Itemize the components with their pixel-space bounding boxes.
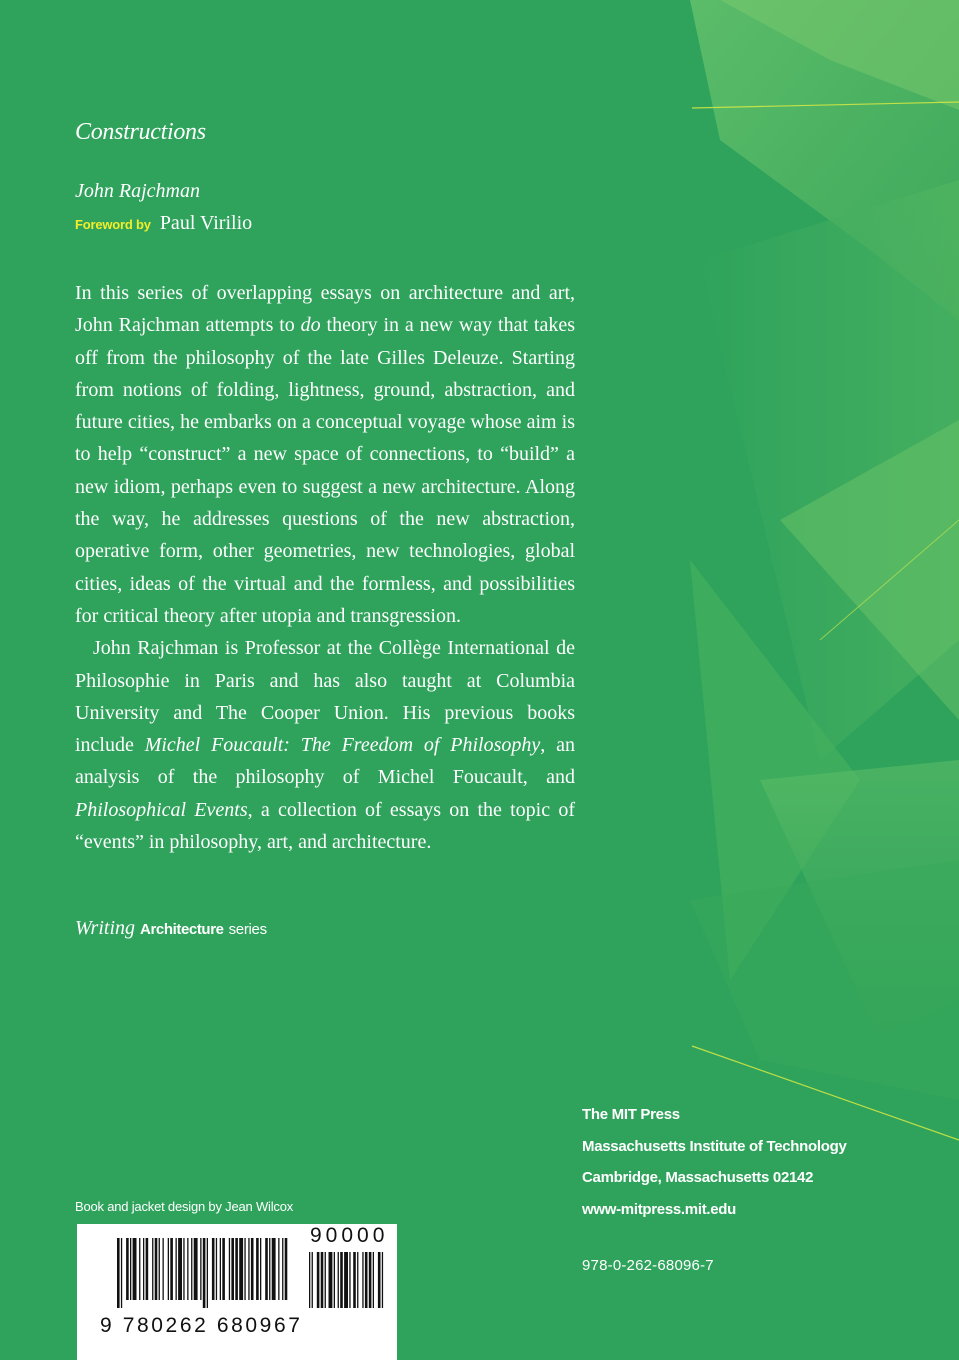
barcode-addon-bar: [365, 1252, 368, 1308]
publisher-name: The MIT Press: [582, 1106, 680, 1123]
isbn: 978-0-262-68096-7: [582, 1257, 714, 1274]
barcode-digits: 9 780262 680967: [100, 1314, 303, 1337]
barcode-bar: [176, 1238, 177, 1300]
barcode-bar: [231, 1238, 234, 1300]
barcode-bar: [269, 1238, 270, 1300]
barcode-bar: [282, 1238, 283, 1300]
series-line: [75, 917, 267, 940]
barcode-addon-bar: [369, 1252, 372, 1308]
barcode-addon-bar: [353, 1252, 356, 1308]
barcode-addon-bar: [334, 1252, 335, 1308]
book-title: Constructions: [75, 119, 206, 145]
barcode-bar: [244, 1238, 245, 1300]
barcode-bar: [117, 1238, 120, 1308]
barcode-addon-bar: [321, 1252, 324, 1308]
publisher-city: Cambridge, Massachusetts 02142: [582, 1169, 814, 1186]
barcode-bar: [139, 1238, 140, 1300]
series-architecture: Architecture: [140, 921, 224, 938]
barcode-bar: [239, 1238, 243, 1300]
barcode-bar: [133, 1238, 137, 1300]
description-paragraph-2: John Rajchman is Professor at the Collège International de Philosophie in Paris and has also taught at Columbia University and The Cooper Union. His previous books include Michel Foucault: The Freedom of Philosophy, an analysis of the philosophy of Michel Foucault, and Philosophical Events, a collection of essays on the topic of “events” in philosophy, art, and architecture.: [75, 637, 575, 854]
barcode-bar: [159, 1238, 160, 1300]
book-author: John Rajchman: [75, 180, 200, 202]
barcode-bar: [207, 1238, 208, 1308]
barcode-bar: [194, 1238, 198, 1300]
foreword-author: Paul Virilio: [159, 212, 253, 234]
foreword-line: [75, 212, 252, 235]
barcode-bar: [126, 1238, 129, 1300]
barcode-addon-bar: [362, 1252, 363, 1308]
barcode-bar: [183, 1238, 184, 1300]
barcode-bar: [248, 1238, 249, 1300]
barcode-bar: [256, 1238, 259, 1300]
barcode-bar: [272, 1238, 276, 1300]
barcode-bar: [178, 1238, 182, 1300]
barcode-addon-bar: [378, 1252, 381, 1308]
barcode-bar: [278, 1238, 279, 1300]
barcode-bar: [222, 1238, 225, 1300]
barcode-addon-bar: [349, 1252, 350, 1308]
barcode-addon-bar: [357, 1252, 358, 1308]
barcode-addon-bar: [373, 1252, 374, 1308]
barcode-bar: [216, 1238, 217, 1300]
barcode-addon-bar: [325, 1252, 326, 1308]
barcode-bar: [155, 1238, 158, 1300]
barcode-bar: [146, 1238, 149, 1300]
barcode-addon-bar: [312, 1252, 313, 1308]
barcode-bar: [203, 1238, 206, 1308]
barcode-bar: [229, 1238, 230, 1300]
publisher-website: www-mitpress.mit.edu: [582, 1200, 737, 1218]
barcode-addon-bar: [382, 1252, 383, 1308]
barcode-bar: [200, 1238, 201, 1300]
barcode-bar: [191, 1238, 192, 1300]
barcode-addon-bar: [340, 1252, 343, 1308]
barcode-addon-bar: [317, 1252, 320, 1308]
barcode-bar: [251, 1238, 254, 1300]
barcode-addon: 90000: [310, 1224, 389, 1247]
barcode-bar: [152, 1238, 153, 1300]
description: [75, 277, 575, 858]
barcode-bar: [212, 1238, 215, 1300]
publisher-institute: Massachusetts Institute of Technology: [582, 1137, 847, 1155]
barcode-bar: [265, 1238, 268, 1300]
series-word: series: [228, 921, 267, 938]
barcode-addon-bar: [329, 1252, 333, 1308]
barcode-bar: [168, 1238, 169, 1300]
barcode-bar: [121, 1238, 122, 1308]
barcode: [77, 1224, 397, 1360]
series-writing: Writing: [75, 917, 136, 939]
foreword-label: Foreword by: [75, 217, 151, 232]
barcode-bar: [285, 1238, 288, 1300]
barcode-bar: [220, 1238, 221, 1300]
design-credit: Book and jacket design by Jean Wilcox: [75, 1199, 294, 1214]
publisher-block: [582, 1099, 847, 1225]
barcode-addon-bar: [309, 1252, 310, 1308]
barcode-bar: [143, 1238, 144, 1300]
barcode-addon-bar: [344, 1252, 348, 1308]
barcode-bar: [163, 1238, 164, 1300]
description-paragraph-1: In this series of overlapping essays on architecture and art, John Rajchman attempts to do theory in a new way that takes off from the philosophy of the late Gilles Deleuze. Starting from notions of folding, lightness, ground, abstraction, and future cities, he embarks on a conceptual voyage whose aim is to help “construct” a new space of connections, to “build” a new idiom, perhaps even to suggest a new architecture. Along the way, he addresses questions of the new abstraction, operative form, other geometries, new technologies, global cities, ideas of the virtual and the formless, and possibilities for critical theory after utopia and transgression.: [75, 282, 575, 627]
barcode-bar: [235, 1238, 238, 1300]
barcode-bar: [260, 1238, 261, 1300]
barcode-bar: [170, 1238, 173, 1300]
barcode-addon-bar: [338, 1252, 339, 1308]
barcode-bar: [130, 1238, 131, 1300]
barcode-bar: [187, 1238, 188, 1300]
